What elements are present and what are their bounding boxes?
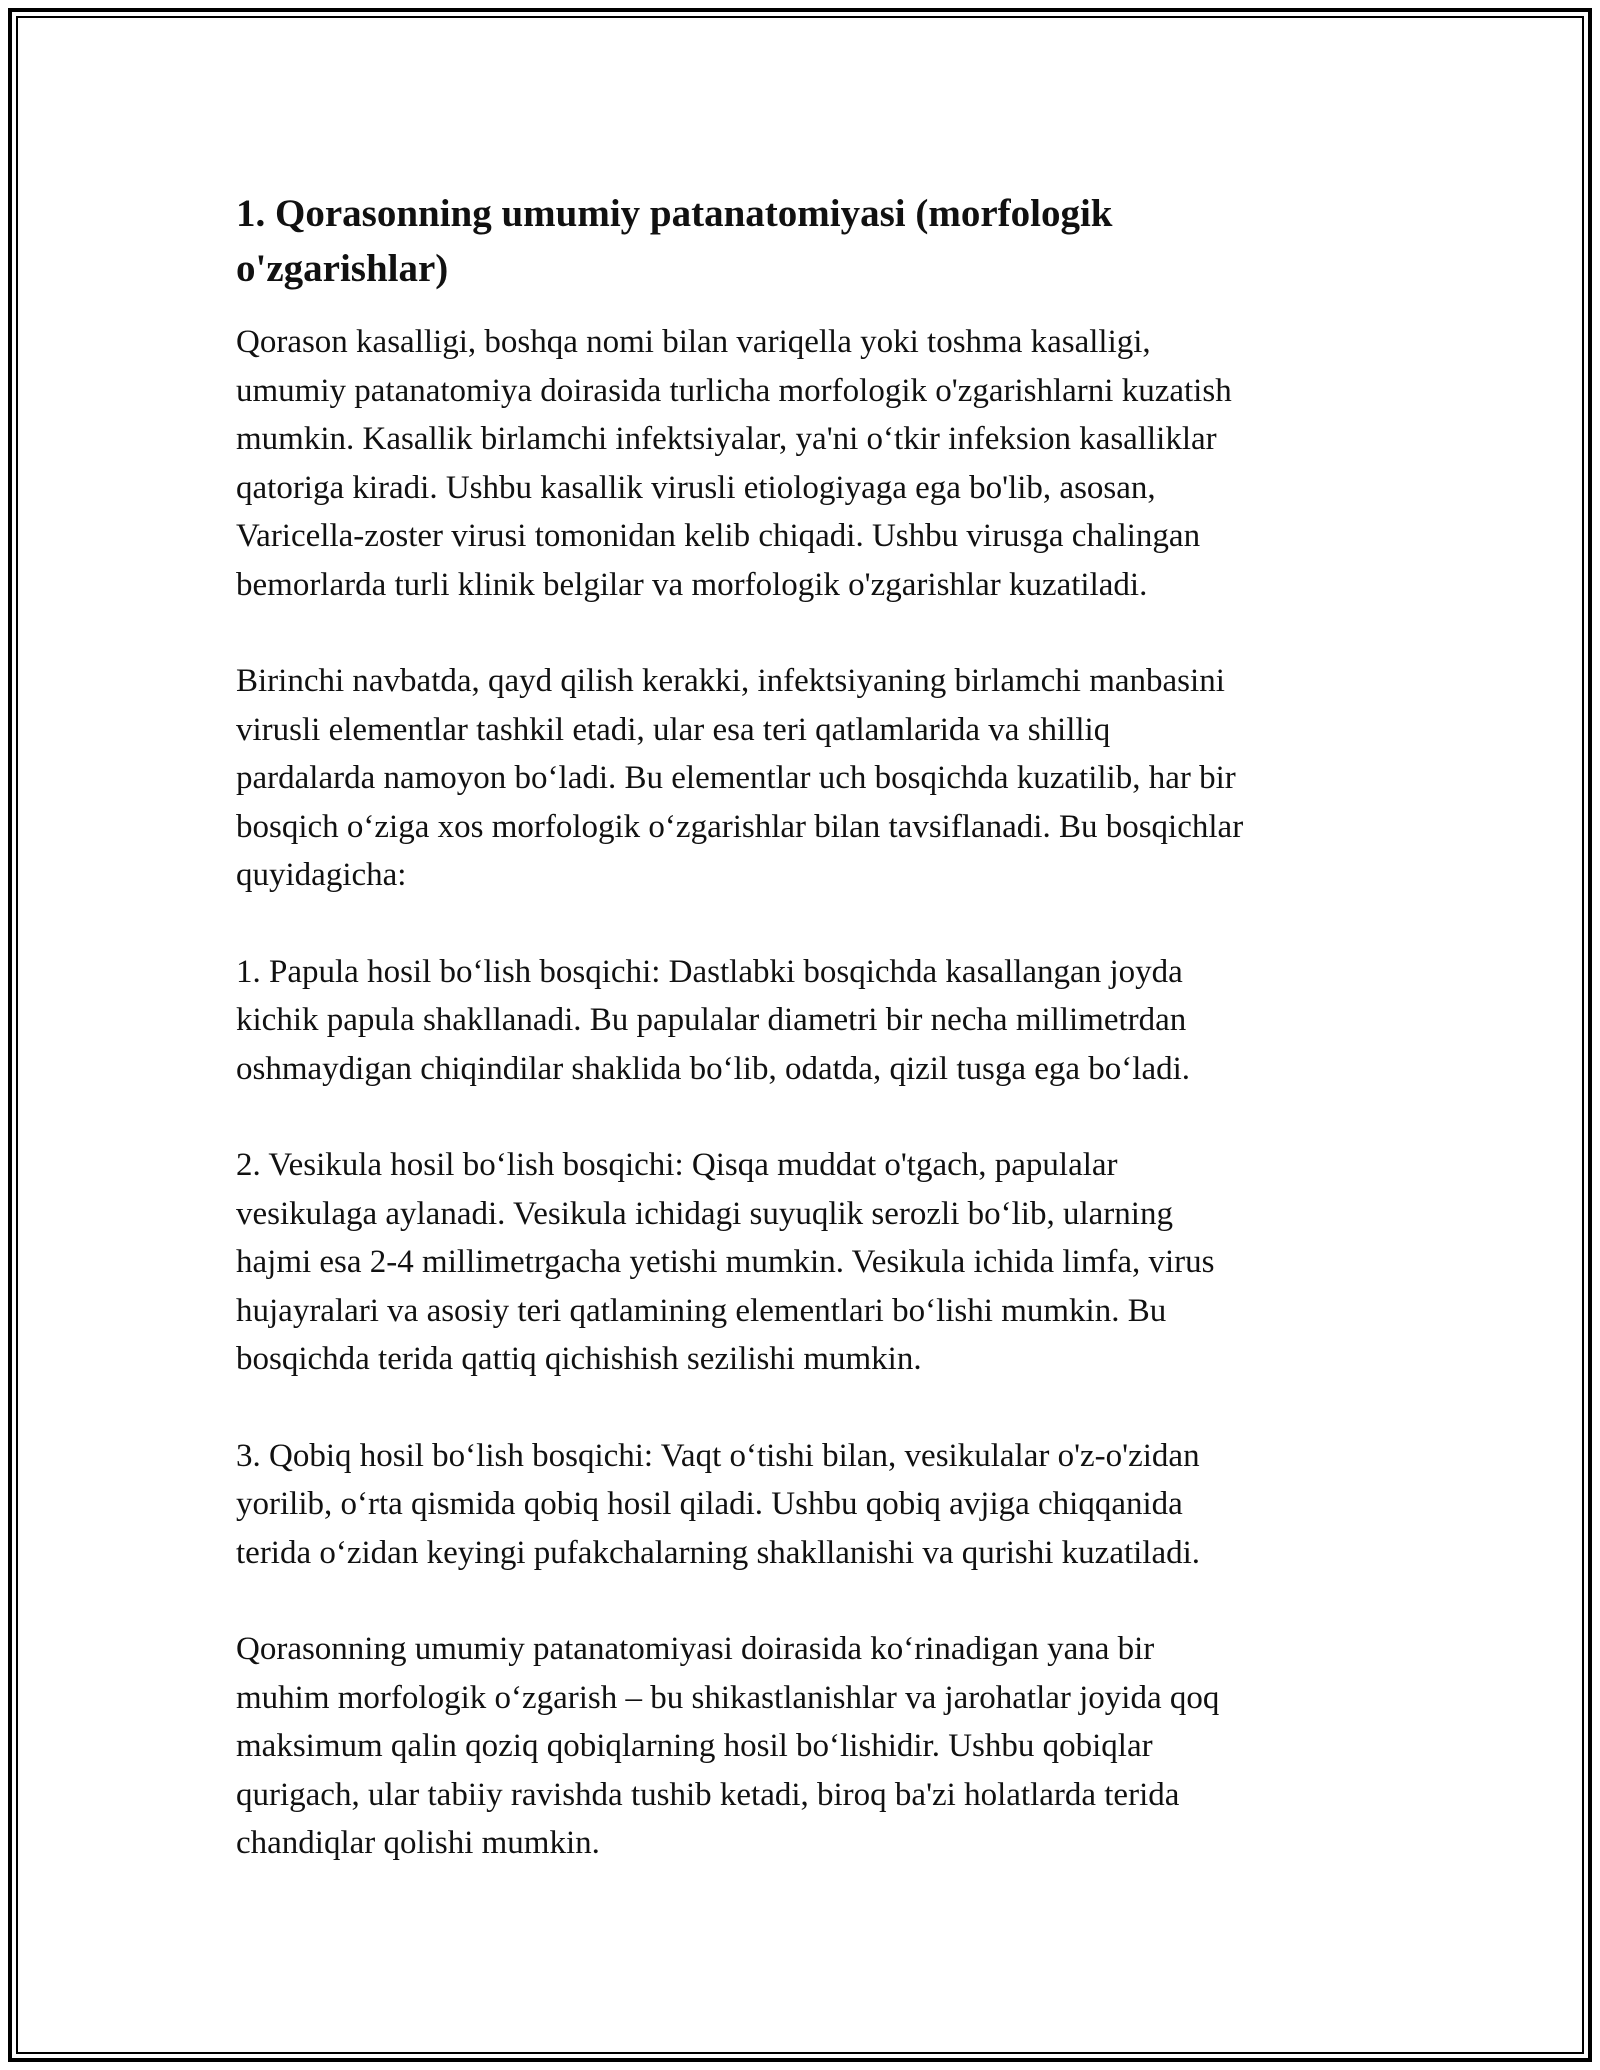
text-line: mumkin. Kasallik birlamchi infektsiyalar, ya'ni o‘tkir infeksion kasalliklar [236,421,1217,457]
text-line: virusli elementlar tashkil etadi, ular esa teri qatlamlarida va shilliq [236,711,1111,748]
text-line: terida o‘zidan keyingi pufakchalarning shakllanishi va qurishi kuzatiladi. [236,1534,1201,1571]
text-line: Birinchi navbatda, qayd qilish kerakki, infektsiyaning birlamchi manbasini [236,663,1225,699]
paragraph-stage-qobiq [236,1432,1376,1578]
text-line: qurigach, ular tabiiy ravishda tushib ketadi, biroq ba'zi holatlarda terida [236,1776,1180,1813]
paragraph-stages-intro [236,657,1376,900]
paragraph-stage-vesikula [236,1141,1376,1384]
text-line: chandiqlar qolishi mumkin. [236,1825,600,1861]
text-line: yorilib, o‘rta qismida qobiq hosil qiladi. Ushbu qobiq avjiga chiqqanida [236,1486,1183,1522]
paragraph-conclusion [236,1625,1376,1868]
text-line: 1. Papula hosil bo‘lish bosqichi: Dastlabki bosqichda kasallangan joyda [236,953,1183,990]
text-line: 2. Vesikula hosil bo‘lish bosqichi: Qisqa muddat o'tgach, papulalar [236,1147,1118,1183]
document-body [236,186,1376,1916]
text-line: hajmi esa 2-4 millimetrgacha yetishi mumkin. Vesikula ichida limfa, virus [236,1244,1215,1280]
text-line: quyidagicha: [236,857,407,893]
text-line: Qorasonning umumiy patanatomiyasi doirasida ko‘rinadigan yana bir [236,1631,1155,1667]
text-line: hujayralari va asosiy teri qatlamining elementlari bo‘lishi mumkin. Bu [236,1292,1167,1329]
text-line: 3. Qobiq hosil bo‘lish bosqichi: Vaqt o‘tishi bilan, vesikulalar o'z-o'zidan [236,1437,1200,1474]
text-line: qatoriga kiradi. Ushbu kasallik virusli etiologiyaga ega bo'lib, asosan, [236,469,1156,506]
paragraph-stage-papula [236,948,1376,1094]
text-line: oshmaydigan chiqindilar shaklida bo‘lib, odatda, qizil tusga ega bo‘ladi. [236,1050,1191,1087]
text-line: bosqich o‘ziga xos morfologik o‘zgarishlar bilan tavsiflanadi. Bu bosqichlar [236,808,1244,845]
text-line: bemorlarda turli klinik belgilar va morfologik o'zgarishlar kuzatiladi. [236,566,1148,603]
text-line: Qorason kasalligi, boshqa nomi bilan variqella yoki toshma kasalligi, [236,324,1151,360]
text-line: maksimum qalin qoziq qobiqlarning hosil bo‘lishidir. Ushbu qobiqlar [236,1728,1153,1764]
text-line: kichik papula shakllanadi. Bu papulalar diametri bir necha millimetrdan [236,1002,1187,1038]
section-heading [236,186,1376,296]
text-line: bosqichda terida qattiq qichishish sezilishi mumkin. [236,1341,922,1377]
heading-line: 1. Qorasonning umumiy patanatomiyasi (morfologik [236,192,1113,235]
heading-line: o'zgarishlar) [236,247,449,290]
text-line: muhim morfologik o‘zgarish – bu shikastlanishlar va jarohatlar joyida qoq [236,1679,1220,1716]
text-line: umumiy patanatomiya doirasida turlicha morfologik o'zgarishlarni kuzatish [236,372,1232,409]
text-line: Varicella-zoster virusi tomonidan kelib chiqadi. Ushbu virusga chalingan [236,518,1201,554]
text-line: pardalarda namoyon bo‘ladi. Bu elementlar uch bosqichda kuzatilib, har bir [236,760,1236,796]
text-line: vesikulaga aylanadi. Vesikula ichidagi suyuqlik serozli bo‘lib, ularning [236,1195,1173,1232]
paragraph-intro [236,318,1376,609]
